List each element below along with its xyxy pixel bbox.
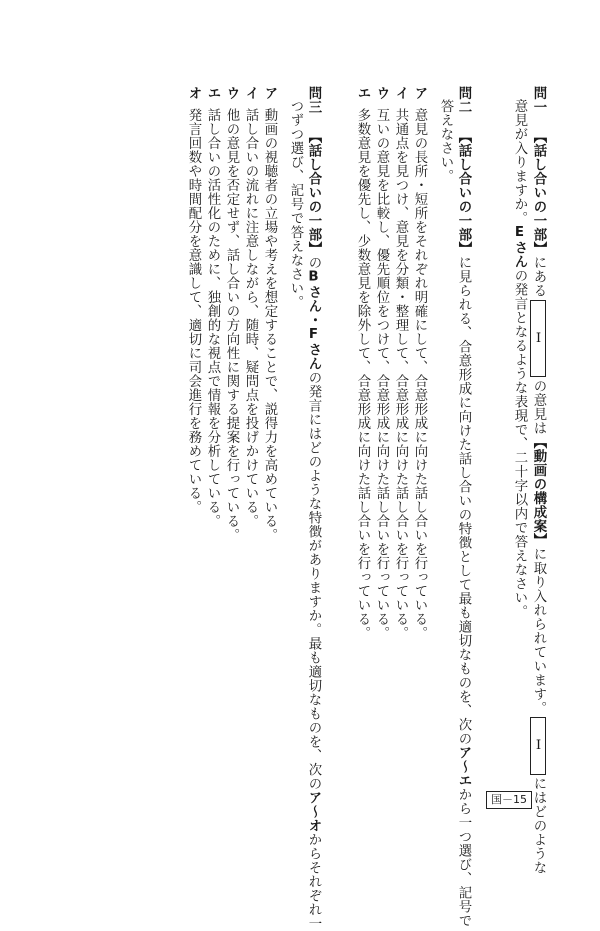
- q3-option-i: [243, 86, 257, 528]
- q1-label: 問一: [531, 86, 546, 114]
- q1-text2: の意見は: [531, 379, 546, 436]
- q3-text2: の発言にはどのような特徴がありますか。最も適切なものを、次の: [306, 370, 321, 791]
- q2-option-key: ウ: [374, 86, 389, 100]
- q1-ref: 【話し合いの一部】: [531, 129, 546, 256]
- q3-text3: からそれぞれ一: [306, 832, 321, 931]
- q1-blank-box: Ⅰ: [530, 300, 546, 378]
- q3-ref: 【話し合いの一部】: [306, 129, 321, 256]
- q1-line2-b: の発言となるような表現で、二十字以内で答えなさい。: [512, 268, 527, 619]
- q2-option-key: イ: [393, 86, 408, 100]
- q1-text3: に取り入れられています。: [531, 547, 546, 716]
- q2-option-text: 共通点を見つけ、意見を分類・整理して、合意形成に向けた話し合いを行っている。: [393, 108, 408, 640]
- q3-option-key: ウ: [224, 86, 239, 100]
- q2-option-u: [374, 86, 388, 640]
- q1-text1: にある: [531, 255, 546, 298]
- q3-option-key: オ: [186, 86, 201, 100]
- q1-line1: [530, 86, 546, 875]
- q1-ref2: 【動画の構成案】: [531, 435, 546, 548]
- q3-option-text: 動画の視聴者の立場や考えを想定することで、説得力を高めている。: [262, 108, 277, 542]
- q3-option-o: [186, 86, 200, 514]
- page-number: 国－15: [486, 791, 532, 809]
- q2-option-e: [355, 86, 369, 640]
- q2-text1: に見られる、合意形成に向けた話し合いの特徴として最も適切なものを、次の: [456, 255, 471, 746]
- q3-line2: つずつ選び、記号で答えなさい。: [288, 99, 303, 309]
- q3-option-u: [224, 86, 238, 542]
- q3-option-text: 他の意見を否定せず、話し合いの方向性に関する提案を行っている。: [224, 108, 239, 542]
- q3-option-e: [205, 86, 219, 528]
- q2-option-key: ア: [412, 86, 427, 100]
- q1-blank-box-2: Ⅰ: [530, 717, 546, 775]
- q3-label: 問三: [306, 86, 321, 114]
- q2-option-text: 互いの意見を比較し、優先順位をつけて、合意形成に向けた話し合いを行っている。: [374, 108, 389, 640]
- q3-speakers: Bさん・Fさん: [306, 269, 321, 371]
- q3-option-text: 話し合いの流れに注意しながら、随時、疑問点を投げかけている。: [243, 108, 258, 528]
- q3-range: ア〜オ: [306, 790, 321, 833]
- q2-text2: から一つ選び、記号で: [456, 787, 471, 928]
- q2-line2: 答えなさい。: [438, 99, 453, 183]
- q1-line2: [512, 99, 526, 619]
- q2-ref: 【話し合いの一部】: [456, 129, 471, 256]
- q2-option-text: 意見の長所・短所をそれぞれ明確にして、合意形成に向けた話し合いを行っている。: [412, 108, 427, 640]
- q1-text4: にはどのような: [531, 776, 546, 875]
- q3-option-text: 話し合いの活性化のために、独創的な視点で情報を分析している。: [205, 108, 220, 528]
- q3-option-a: [262, 86, 276, 542]
- q3-option-key: イ: [243, 86, 258, 100]
- q3-text1: の: [306, 255, 321, 270]
- q2-option-a: [412, 86, 426, 640]
- q2-line1: [456, 86, 470, 928]
- q2-option-text: 多数意見を優先し、少数意見を除外して、合意形成に向けた話し合いを行っている。: [355, 108, 370, 640]
- q2-label: 問二: [456, 86, 471, 114]
- q3-line1: [306, 86, 320, 931]
- q1-speaker: Eさん: [512, 225, 527, 269]
- q2-range: ア〜エ: [456, 745, 471, 788]
- q3-option-text: 発言回数や時間配分を意識して、適切に司会進行を務めている。: [186, 108, 201, 514]
- q1-line2-a: 意見が入りますか。: [512, 99, 527, 225]
- q2-option-i: [393, 86, 407, 640]
- q2-option-key: エ: [355, 86, 370, 100]
- q3-option-key: エ: [205, 86, 220, 100]
- q3-option-key: ア: [262, 86, 277, 100]
